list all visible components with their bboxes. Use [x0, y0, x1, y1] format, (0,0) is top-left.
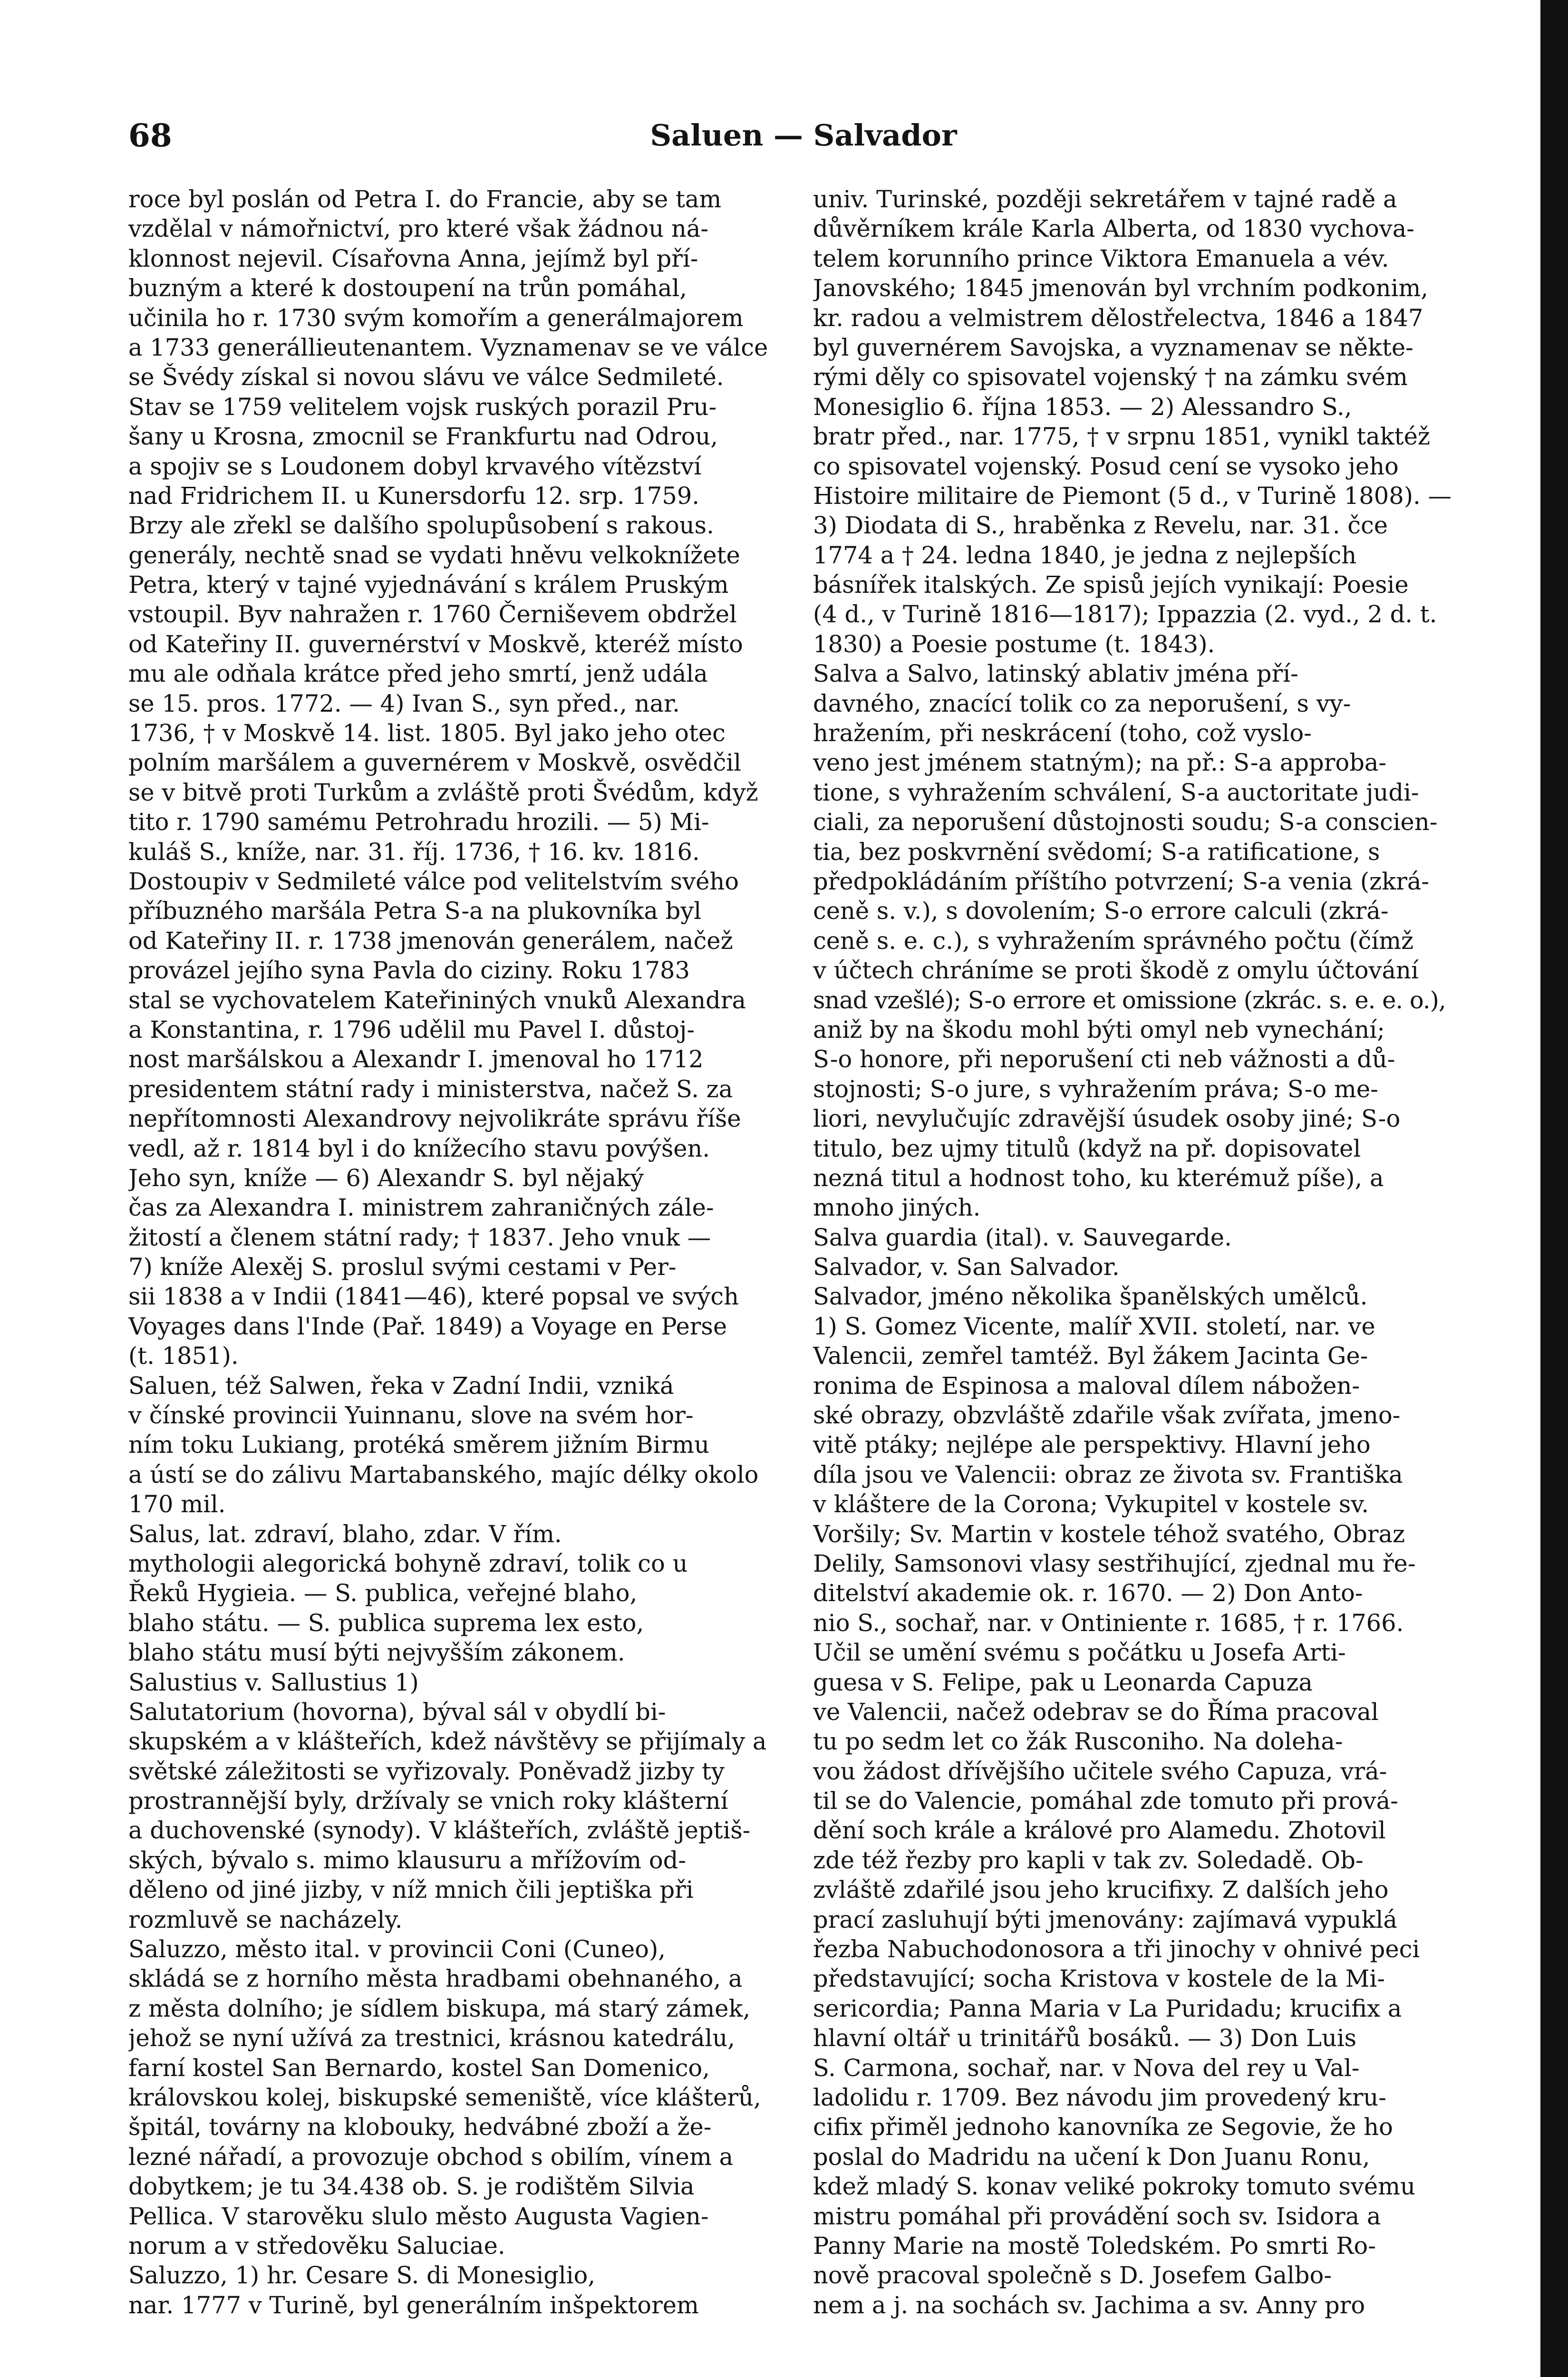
text-line: v účtech chráníme se proti škodě z omylu účtování — [813, 957, 1419, 985]
text-line: Jeho syn, kníže — 6) Alexandr S. byl nějaký — [128, 1164, 644, 1192]
text-line: příbuzného maršála Petra S-a na plukovníka byl — [128, 897, 702, 925]
text-line: v kláštere de la Corona; Vykupitel v kostele sv. — [813, 1490, 1369, 1518]
text-line: Valencii, zemřel tamtéž. Byl žákem Jacinta Ge- — [813, 1342, 1368, 1370]
text-line: Brzy ale zřekl se dalšího spolupůsobení s rakous. — [128, 512, 714, 540]
text-line: davného, znacící tolik co za neporušení, s vy- — [813, 689, 1351, 717]
text-line: rými děly co spisovatel vojenský † na zámku svém — [813, 363, 1408, 391]
text-line: Salus, lat. zdraví, blaho, zdar. V řím. — [128, 1520, 562, 1548]
text-line: aniž by na škodu mohl býti omyl neb vynechání; — [813, 1015, 1385, 1044]
text-line: Saluzzo, město ital. v provincii Coni (Cuneo), — [128, 1935, 666, 1963]
right-column — [813, 184, 1471, 2320]
text-line: nio S., sochař, nar. v Ontiniente r. 1685, † r. 1766. — [813, 1609, 1404, 1637]
text-line: Janovského; 1845 jmenován byl vrchním podkonim, — [813, 274, 1429, 302]
text-line: ských, bývalo s. mimo klausuru a mřížovím od- — [128, 1846, 687, 1874]
text-line: cifix přiměl jednoho kanovníka ze Segovie, že ho — [813, 2113, 1393, 2141]
text-line: nem a j. na sochách sv. Jachima a sv. Anny pro — [813, 2291, 1365, 2319]
text-line: učinila ho r. 1730 svým komořím a generálmajorem — [128, 304, 744, 332]
text-line: Učil se umění svému s počátku u Josefa Arti- — [813, 1639, 1346, 1667]
text-line: od Kateřiny II. r. 1738 jmenován generálem, načež — [128, 927, 733, 955]
text-line: se Švédy získal si novou slávu ve válce Sedmileté. — [128, 363, 724, 391]
text-line: od Kateřiny II. guvernérství v Moskvě, kteréž místo — [128, 630, 743, 658]
text-line: dobytkem; je tu 34.438 ob. S. je rodištěm Silvia — [128, 2173, 695, 2201]
text-line: kdež mladý S. konav veliké pokroky tomuto svému — [813, 2173, 1415, 2201]
text-line: vedl, až r. 1814 byl i do knížecího stavu povýšen. — [128, 1134, 710, 1162]
text-line: skupském a v klášteřích, kdež návštěvy se přijímaly a — [128, 1728, 767, 1756]
text-line: Salvador, v. San Salvador. — [813, 1253, 1120, 1281]
text-line: ciali, za neporušení důstojnosti soudu; S-a conscien- — [813, 808, 1438, 836]
text-line: norum a v středověku Saluciae. — [128, 2232, 505, 2260]
page-header — [128, 114, 1479, 157]
text-line: polním maršálem a guvernérem v Moskvě, osvědčil — [128, 749, 741, 777]
text-line: špitál, továrny na klobouky, hedvábné zboží a že- — [128, 2113, 712, 2141]
text-line: sericordia; Panna Maria v La Puridadu; krucifix a — [813, 1994, 1402, 2022]
text-line: Saluzzo, 1) hr. Cesare S. di Monesiglio, — [128, 2261, 596, 2290]
text-line: vitě ptáky; nejlépe ale perspektivy. Hlavní jeho — [813, 1431, 1371, 1459]
text-line: Pellica. V starověku slulo město Augusta Vagien- — [128, 2202, 709, 2230]
text-line: světské záležitosti se vyřizovaly. Poněvadž jizby ty — [128, 1757, 725, 1785]
text-line: nar. 1777 v Turině, byl generálním inšpektorem — [128, 2291, 699, 2319]
text-line: presidentem státní rady i ministerstva, načež S. za — [128, 1075, 733, 1103]
page-number: 68 — [128, 117, 172, 154]
text-line: 1736, † v Moskvě 14. list. 1805. Byl jako jeho otec — [128, 719, 726, 747]
text-line: mistru pomáhal při provádění soch sv. Isidora a — [813, 2202, 1381, 2230]
text-line: Salva a Salvo, latinský ablativ jména pří- — [813, 660, 1298, 688]
text-line: Histoire militaire de Piemont (5 d., v Turině 1808). — — [813, 482, 1452, 510]
text-line: generály, nechtě snad se vydati hněvu velkoknížete — [128, 541, 740, 569]
text-line: 170 mil. — [128, 1490, 226, 1518]
text-line: prostrannější byly, držívaly se vnich roky klášterní — [128, 1787, 728, 1815]
text-line: Voršily; Sv. Martin v kostele téhož svatého, Obraz — [813, 1520, 1405, 1548]
text-line: zvláště zdařilé jsou jeho krucifixy. Z dalších jeho — [813, 1876, 1389, 1904]
text-line: zde též řezby pro kapli v tak zv. Soledadě. Ob- — [813, 1846, 1364, 1874]
text-line: poslal do Madridu na učení k Don Juanu Ronu, — [813, 2143, 1370, 2171]
text-line: ladolidu r. 1709. Bez návodu jim provedený kru- — [813, 2084, 1386, 2111]
text-line: prací zasluhují býti jmenovány: zajímavá vypuklá — [813, 1905, 1397, 1933]
text-line: buzným a které k dostoupení na trůn pomáhal, — [128, 274, 687, 302]
text-line: kr. radou a velmistrem dělostřelectva, 1846 a 1847 — [813, 304, 1423, 332]
text-line: byl guvernérem Savojska, a vyznamenav se někte- — [813, 333, 1413, 361]
text-line: mu ale odňala krátce před jeho smrtí, jenž udála — [128, 660, 708, 688]
text-line: snad vzešlé); S-o errore et omissione (zkrác. s. e. e. o.), — [813, 986, 1446, 1014]
text-line: sii 1838 a v Indii (1841—46), které popsal ve svých — [128, 1283, 739, 1311]
text-line: Řeků Hygieia. — S. publica, veřejné blaho, — [128, 1579, 638, 1607]
text-line: dění soch krále a králové pro Alamedu. Zhotovil — [813, 1817, 1386, 1845]
text-line: z města dolního; je sídlem biskupa, má starý zámek, — [128, 1994, 751, 2022]
text-line: ním toku Lukiang, protéká směrem jižním Birmu — [128, 1431, 709, 1459]
text-line: královskou kolej, biskupské semeniště, více klášterů, — [128, 2084, 761, 2111]
text-line: kuláš S., kníže, nar. 31. říj. 1736, † 16. kv. 1816. — [128, 838, 700, 866]
text-line: Monesiglio 6. října 1853. — 2) Alessandro S., — [813, 393, 1352, 421]
text-line: žitostí a členem státní rady; † 1837. Jeho vnuk — — [128, 1223, 711, 1251]
running-title: Saluen — Salvador — [650, 118, 957, 153]
text-line: 1774 a † 24. ledna 1840, je jedna z nejlepších — [813, 541, 1357, 569]
text-line: šany u Krosna, zmocnil se Frankfurtu nad Odrou, — [128, 423, 718, 451]
text-line: nost maršálskou a Alexandr I. jmenoval ho 1712 — [128, 1045, 704, 1073]
text-line: Panny Marie na mostě Toledském. Po smrti Ro- — [813, 2232, 1376, 2260]
text-line: blaho státu. — S. publica suprema lex esto, — [128, 1609, 644, 1637]
text-line: v čínské provincii Yuinnanu, slove na svém hor- — [128, 1401, 694, 1430]
text-line: skládá se z horního města hradbami obehnaného, a — [128, 1965, 743, 1993]
text-line: tia, bez poskvrnění svědomí; S-a ratificatione, s — [813, 838, 1380, 866]
text-line: Salutatorium (hovorna), býval sál v obydlí bi- — [128, 1698, 666, 1726]
text-line: čas za Alexandra I. ministrem zahraničných zále- — [128, 1194, 714, 1222]
text-line: a Konstantina, r. 1796 udělil mu Pavel I. důstoj- — [128, 1015, 695, 1044]
text-line: guesa v S. Felipe, pak u Leonarda Capuza — [813, 1668, 1313, 1696]
text-line: roce byl poslán od Petra I. do Francie, aby se tam — [128, 185, 722, 213]
text-line: liori, nevylučujíc zdravější úsudek osoby jiné; S-o — [813, 1105, 1401, 1133]
text-line: se v bitvě proti Turkům a zvláště proti Švédům, když — [128, 778, 758, 806]
text-line: Voyages dans l'Inde (Pař. 1849) a Voyage en Perse — [128, 1312, 727, 1340]
text-line: telem korunního prince Viktora Emanuela a vév. — [813, 244, 1389, 272]
text-line: Saluen, též Salwen, řeka v Zadní Indii, vzniká — [128, 1372, 674, 1400]
text-line: se 15. pros. 1772. — 4) Ivan S., syn před., nar. — [128, 689, 680, 717]
text-line: lezné nářadí, a provozuje obchod s obilím, vínem a — [128, 2143, 734, 2171]
text-line: (4 d., v Turině 1816—1817); Ippazzia (2. vyd., 2 d. t. — [813, 600, 1437, 628]
text-line: tito r. 1790 samému Petrohradu hrozili. — 5) Mi- — [128, 808, 709, 836]
text-line: Dostoupiv v Sedmileté válce pod velitelstvím svého — [128, 867, 739, 895]
text-line: řezba Nabuchodonosora a tři jinochy v ohnivé peci — [813, 1935, 1420, 1963]
text-line: jehož se nyní užívá za trestnici, krásnou katedrálu, — [128, 2024, 735, 2052]
text-line: Stav se 1759 velitelem vojsk ruských porazil Pru- — [128, 393, 717, 421]
text-line: veno jest jménem statným); na př.: S-a approba- — [813, 749, 1387, 777]
text-line: farní kostel San Bernardo, kostel San Domenico, — [128, 2054, 710, 2082]
text-line: tione, s vyhražením schválení, S-a auctoritate judi- — [813, 778, 1419, 806]
text-line: důvěrníkem krále Karla Alberta, od 1830 vychova- — [813, 215, 1414, 243]
text-line: vstoupil. Byv nahražen r. 1760 Černiševem obdržel — [128, 600, 737, 628]
text-line: co spisovatel vojenský. Posud cení se vysoko jeho — [813, 452, 1399, 480]
text-line: básnířek italských. Ze spisů jejích vynikají: Poesie — [813, 571, 1409, 599]
text-line: stal se vychovatelem Kateřininých vnuků Alexandra — [128, 986, 746, 1014]
text-line: předpokládáním příštího potvrzení; S-a venia (zkrá- — [813, 867, 1430, 895]
text-line: Salva guardia (ital). v. Sauvegarde. — [813, 1223, 1232, 1251]
text-line: nezná titul a hodnost toho, ku kterémuž píše), a — [813, 1164, 1384, 1192]
text-line: ditelství akademie ok. r. 1670. — 2) Don Anto- — [813, 1579, 1363, 1607]
text-line: stojnosti; S-o jure, s vyhražením práva; S-o me- — [813, 1075, 1378, 1103]
text-line: nově pracoval společně s D. Josefem Galbo- — [813, 2261, 1332, 2290]
text-line: Petra, který v tajné vyjednávání s králem Pruským — [128, 571, 729, 599]
text-line: provázel jejího syna Pavla do ciziny. Roku 1783 — [128, 957, 690, 985]
text-line: Salvador, jméno několika španělských umělců. — [813, 1283, 1368, 1311]
text-line: díla jsou ve Valencii: obraz ze života sv. Františka — [813, 1460, 1403, 1488]
text-line: rozmluvě se nacházely. — [128, 1905, 403, 1933]
text-line: a duchovenské (synody). V klášteřích, zvláště jeptiš- — [128, 1817, 751, 1845]
text-line: 1) S. Gomez Vicente, malíř XVII. století, nar. ve — [813, 1312, 1375, 1340]
text-line: a 1733 generállieutenantem. Vyznamenav se ve válce — [128, 333, 768, 361]
text-line: klonnost nejevil. Císařovna Anna, jejímž byl pří- — [128, 244, 698, 272]
text-line: ronima de Espinosa a maloval dílem nábožen- — [813, 1372, 1360, 1400]
text-line: vou žádost dřívějšího učitele svého Capuza, vrá- — [813, 1757, 1387, 1785]
text-line: 1830) a Poesie postume (t. 1843). — [813, 630, 1215, 658]
text-line: Salustius v. Sallustius 1) — [128, 1668, 419, 1696]
text-line: nepřítomnosti Alexandrovy nejvolikráte správu říše — [128, 1105, 741, 1133]
page-edge-shadow — [1540, 0, 1568, 2377]
text-line: bratr před., nar. 1775, † v srpnu 1851, vynikl taktéž — [813, 423, 1430, 451]
text-line: til se do Valencie, pomáhal zde tomuto při prová- — [813, 1787, 1398, 1815]
text-line: blaho státu musí býti nejvyšším zákonem. — [128, 1639, 625, 1667]
text-line: ceně s. e. c.), s vyhražením správného počtu (čímž — [813, 927, 1414, 955]
text-line: titulo, bez ujmy titulů (když na př. dopisovatel — [813, 1134, 1361, 1162]
text-line: univ. Turinské, později sekretářem v tajné radě a — [813, 185, 1397, 213]
text-line: hražením, při neskrácení (toho, což vyslo- — [813, 719, 1312, 747]
left-column — [128, 184, 787, 2320]
text-line: děleno od jiné jizby, v níž mnich čili jeptiška při — [128, 1876, 694, 1904]
text-line: hlavní oltář u trinitářů bosáků. — 3) Don Luis — [813, 2024, 1357, 2052]
text-line: S-o honore, při neporušení cti neb vážnosti a dů- — [813, 1045, 1395, 1073]
text-line: tu po sedm let co žák Rusconiho. Na doleha- — [813, 1728, 1343, 1756]
text-line: Delily, Samsonovi vlasy sestřihující, zjednal mu ře- — [813, 1549, 1416, 1577]
text-line: ceně s. v.), s dovolením; S-o errore calculi (zkrá- — [813, 897, 1389, 925]
text-line: 7) kníže Alexěj S. proslul svými cestami v Per- — [128, 1253, 677, 1281]
text-line: mythologii alegorická bohyně zdraví, tolik co u — [128, 1549, 688, 1577]
text-line: vzdělal v námořnictví, pro které však žádnou ná- — [128, 215, 709, 243]
text-line: S. Carmona, sochař, nar. v Nova del rey u Val- — [813, 2054, 1360, 2082]
text-line: ve Valencii, načež odebrav se do Říma pracoval — [813, 1698, 1379, 1726]
text-line: a spojiv se s Loudonem dobyl krvavého vítězství — [128, 452, 702, 480]
text-line: (t. 1851). — [128, 1342, 239, 1370]
text-line: 3) Diodata di S., hraběnka z Revelu, nar. 31. čce — [813, 512, 1388, 540]
text-line: nad Fridrichem II. u Kunersdorfu 12. srp. 1759. — [128, 482, 700, 510]
text-line: představující; socha Kristova v kostele de la Mi- — [813, 1965, 1385, 1993]
text-line: ské obrazy, obzvláště zdařile však zvířata, jmeno- — [813, 1401, 1401, 1430]
text-line: a ústí se do zálivu Martabanského, majíc délky okolo — [128, 1460, 759, 1488]
text-line: mnoho jiných. — [813, 1194, 981, 1222]
